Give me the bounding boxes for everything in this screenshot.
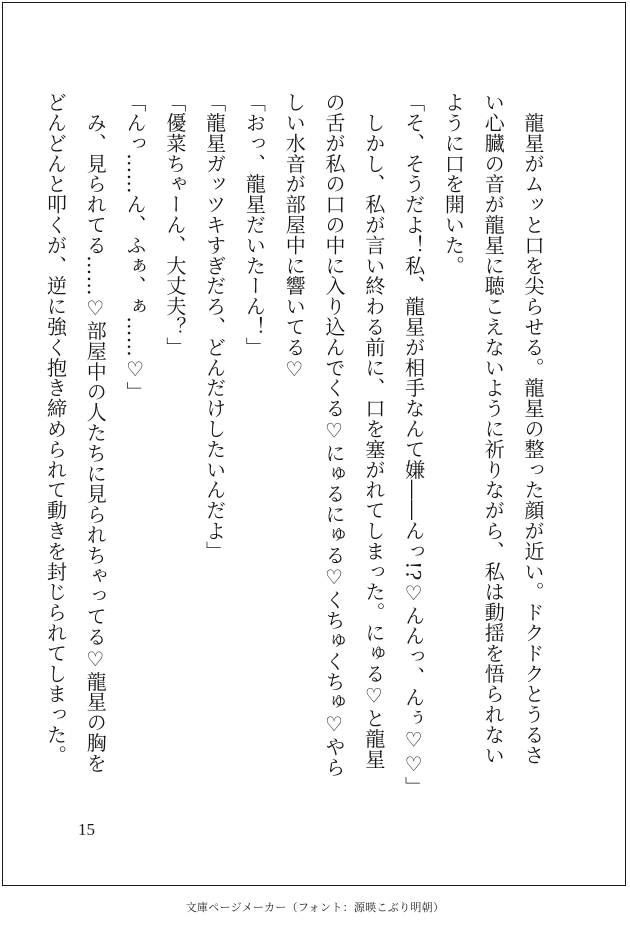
text-line: の舌が私の口の中に入り込んでくる♡にゅるにゅる♡くちゅくちゅ♡やら <box>322 92 347 778</box>
text-line: どんどんと叩くが、逆に強く抱き締められて動きを封じられてしまった。 <box>43 92 68 766</box>
text-line: 「そ、そうだよ！私、龍星が相手なんて嫌――んっ!?♡んんっ、んぅ♡♡」 <box>401 92 426 797</box>
text-line: ように口を開いた。 <box>441 92 466 276</box>
page-number: 15 <box>78 820 95 839</box>
text-line: 「龍星ガッツキすぎだろ、どんだけしたいんだよ」 <box>202 92 227 562</box>
text-line: み、見られてる……♡部屋中の人たちに見られちゃってる♡龍星の胸を <box>83 92 108 774</box>
text-line: 「優菜ちゃーん、大丈夫？」 <box>162 92 187 358</box>
footer-credit: 文庫ページメーカー（フォント：源暎こぶり明朝） <box>185 901 445 914</box>
body-text <box>43 92 552 814</box>
text-line: しい水音が部屋中に響いてる♡ <box>282 92 307 382</box>
text-line: 「おっ、龍星だいたーん！」 <box>242 92 267 358</box>
text-line: い心臓の音が龍星に聴こえないように祈りながら、私は動揺を悟られない <box>481 92 506 766</box>
text-line: 龍星がムッと口を尖らせる。龍星の整った顔が近い。ドクドクとうるさ <box>521 92 545 766</box>
text-line: しかし、私が言い終わる前に、口を塞がれてしまった。にゅる♡と龍星 <box>361 92 386 770</box>
text-line: 「んっ……ん、ふぁ、ぁ……♡」 <box>123 92 148 402</box>
